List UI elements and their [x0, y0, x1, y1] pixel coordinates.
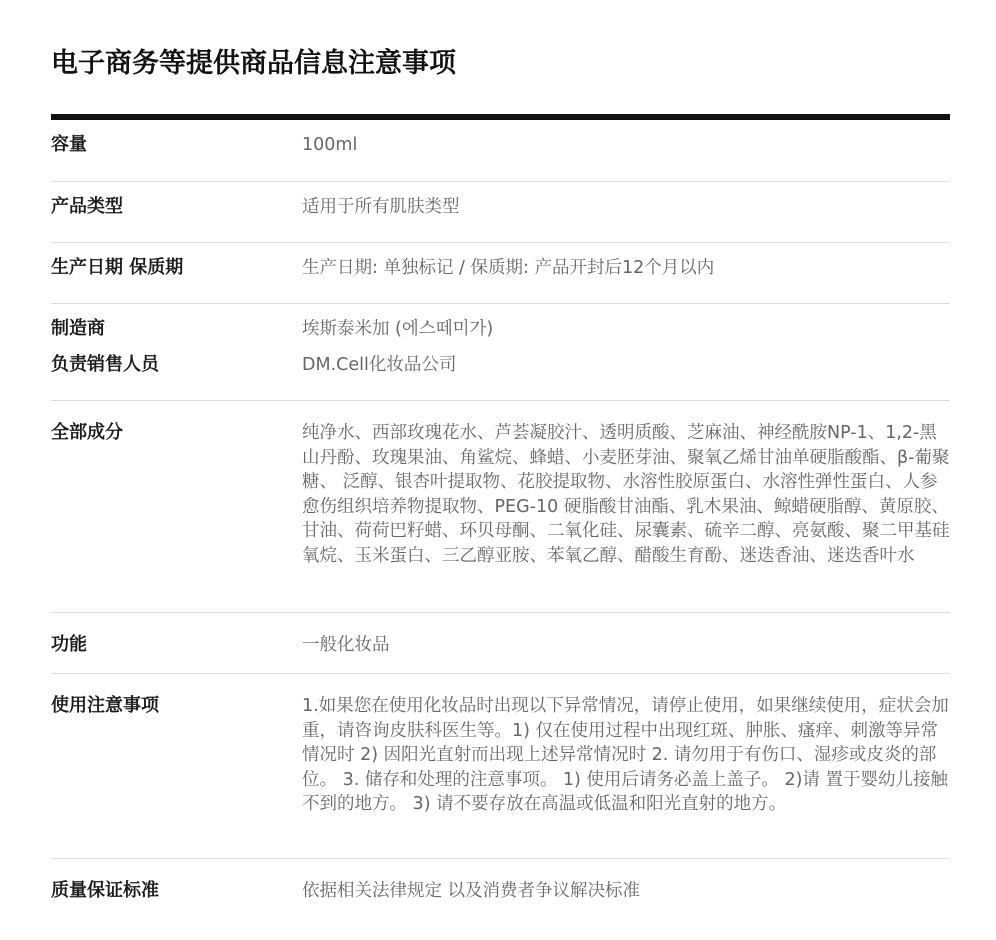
- row-value-dates: 生产日期: 单独标记 / 保质期: 产品开封后12个月以内: [302, 258, 715, 278]
- row-value-product-type: 适用于所有肌肤类型: [302, 197, 460, 217]
- row-label-dates: 生产日期 保质期: [51, 257, 184, 278]
- row-value-responsible-seller: DM.Cell化妆品公司: [302, 355, 457, 375]
- table-row-dates: [51, 243, 950, 304]
- row-value-group-manufacturer: [302, 317, 950, 400]
- table-row-function: [51, 613, 950, 674]
- row-label-responsible-seller: 负责销售人员: [51, 354, 159, 375]
- product-info-table: [51, 120, 950, 919]
- row-label-quality: 质量保证标准: [51, 880, 159, 901]
- table-row-manufacturer-seller: [51, 304, 950, 401]
- table-row-ingredients: [51, 401, 950, 613]
- row-label-capacity: 容量: [51, 134, 87, 155]
- row-value-function: 一般化妆品: [302, 635, 390, 655]
- row-label-ingredients: 全部成分: [51, 422, 123, 443]
- row-label-function: 功能: [51, 634, 87, 655]
- row-value-quality: 依据相关法律规定 以及消费者争议解决标准: [302, 881, 641, 901]
- row-value-manufacturer: 埃斯泰米加 (에스떼미가): [302, 319, 494, 339]
- row-value-precautions: 1.如果您在使用化妆品时出现以下异常情况，请停止使用，如果继续使用，症状会加重，请咨询皮肤科医生等。1) 仅在使用过程中出现红斑、肿胀、瘙痒、刺激等异常情况时 2) 因阳光直射而出现上述异常情况时 2. 请勿用于有伤口、湿疹或皮炎的部位。 3. 储存和处理的注意事项。 1) 使用后请务必盖上盖子。 2)请 置于婴幼儿接触不到的地方。 3) 请不要存放在高温或低温和阳光直射的地方。: [302, 696, 949, 814]
- row-label-group-manufacturer: [51, 317, 302, 400]
- table-row-quality: [51, 859, 950, 919]
- page-title: 电子商务等提供商品信息注意事项: [51, 48, 456, 79]
- row-value-ingredients: 纯净水、西部玫瑰花水、芦荟凝胶汁、透明质酸、芝麻油、神经酰胺NP-1、1,2-黑山丹酚、玫瑰果油、角鲨烷、蜂蜡、小麦胚芽油、聚氧乙烯甘油单硬脂酸酯、β-葡聚糖、 泛醇、银杏叶提取物、花胶提取物、水溶性胶原蛋白、水溶性弹性蛋白、人参愈伤组织培养物提取物、PEG-10 硬脂酸甘油酯、乳木果油、鲸蜡硬脂醇、黄原胶、甘油、荷荷巴籽蜡、环贝母酮、二氧化硅、尿囊素、硫辛二醇、亮氨酸、聚二甲基硅氧烷、玉米蛋白、三乙醇亚胺、苯氧乙醇、醋酸生育酚、迷迭香油、迷迭香叶水: [302, 423, 950, 566]
- table-row-precautions: [51, 674, 950, 859]
- row-label-precautions: 使用注意事项: [51, 695, 159, 716]
- table-row-product-type: [51, 182, 950, 243]
- row-label-product-type: 产品类型: [51, 196, 123, 217]
- table-row-capacity: [51, 120, 950, 182]
- row-value-capacity: 100ml: [302, 135, 358, 155]
- row-label-manufacturer: 制造商: [51, 318, 105, 339]
